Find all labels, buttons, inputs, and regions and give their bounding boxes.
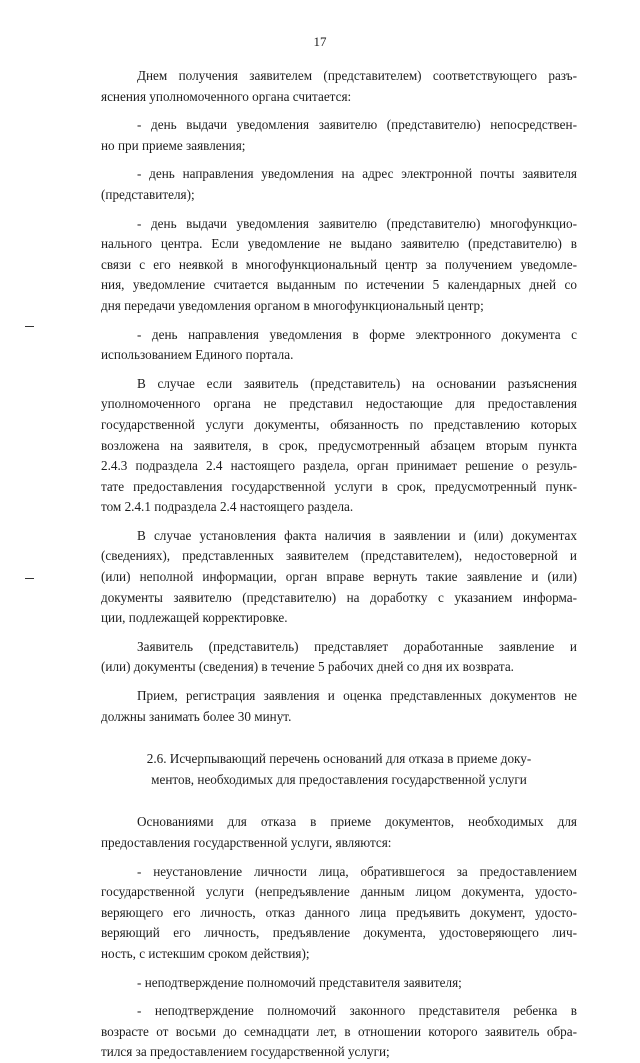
text-line: государственной услуги (непредъявление данным лицом документа, удосто- [101,884,577,900]
text-line: В случае установления факта наличия в заявлении и (или) документах [137,527,577,543]
document-body [101,66,577,1063]
text-line: - неподтверждение полномочий законного представителя ребенка в [137,1003,577,1019]
text-line: тате предоставления государственной услуги в срок, предусмотренный пунк- [101,478,577,494]
margin-mark [25,326,34,327]
text-line: том 2.4.1 подраздела 2.4 настоящего раздела. [101,499,354,515]
paragraph [101,66,577,107]
heading-line: 2.6. Исчерпывающий перечень оснований для отказа в приеме доку- [146,751,532,767]
text-line: - неподтверждение полномочий представителя заявителя; [137,974,462,990]
text-line: веряющего его личность, отказ данного лица предъявить документ, удосто- [101,904,577,920]
paragraph [101,374,577,518]
section-paragraph-group [101,812,577,1063]
text-line: возрасте от восьми до семнадцати лет, в отношении которого заявитель обра- [101,1023,577,1039]
text-line: ность, с истекшим сроком действия); [101,945,310,961]
text-line: возложена на заявителя, в срок, предусмотренный абзацем вторым пункта [101,437,577,453]
paragraph [101,115,577,156]
text-line: государственной услуги документы, обязанность по представлению которых [101,416,577,432]
paragraph [101,1001,577,1063]
paragraph-gap [101,993,577,1001]
text-line: Заявитель (представитель) представляет доработанные заявление и [137,638,577,654]
text-line: (сведениях), представленных заявителем (представителем), недостоверной и [101,548,577,564]
text-line: - неустановление личности лица, обратившегося за предоставлением [137,863,577,879]
paragraph-gap [101,156,577,164]
spacer [101,727,577,749]
paragraph [101,164,577,205]
text-line: 2.4.3 подраздела 2.4 настоящего раздела, орган принимает решение о резуль- [101,458,577,474]
text-line: документы заявителю (представителю) на доработку с указанием информа- [101,589,577,605]
text-line: - день направления уведомления на адрес электронной почты заявителя [137,166,577,182]
paragraph-gap [101,629,577,637]
paragraph [101,214,577,317]
text-line: но при приеме заявления; [101,137,246,153]
paragraph-gap [101,678,577,686]
paragraph-gap [101,107,577,115]
text-line: нального центра. Если уведомление не выдано заявителю (представителю) в [101,236,577,252]
paragraph-group [101,66,577,727]
text-line: Прием, регистрация заявления и оценка представленных документов не [137,688,577,704]
spacer [101,790,577,812]
paragraph [101,637,577,678]
text-line: использованием Единого портала. [101,347,294,363]
paragraph-gap [101,965,577,973]
text-line: уполномоченного органа не представил недостающие для предоставления [101,396,577,412]
paragraph-gap [101,854,577,862]
paragraph-gap [101,317,577,325]
text-line: - день выдачи уведомления заявителю (представителю) многофункцио- [137,215,577,231]
paragraph [101,862,577,965]
text-line: ния, уведомление считается выданным по истечении 5 календарных дней со [101,277,577,293]
heading-line: ментов, необходимых для предоставления государственной услуги [151,771,527,787]
paragraph [101,686,577,727]
margin-mark [25,578,34,579]
text-line: Днем получения заявителем (представителем) соответствующего разъ- [137,68,577,83]
paragraph-gap [101,518,577,526]
text-line: связи с его неявкой в многофункциональный центр за получением уведомле- [101,256,577,272]
section-heading [101,749,577,790]
text-line: В случае если заявитель (представитель) на основании разъяснения [137,375,577,391]
text-line: (представителя); [101,186,195,202]
text-line: яснения уполномоченного органа считается: [101,88,352,104]
paragraph [101,812,577,853]
text-line: Основаниями для отказа в приеме документов, необходимых для [137,814,577,830]
text-line: веряющий его личность, предъявление документа, удостоверяющего лич- [101,925,577,941]
text-line: дня передачи уведомления органом в многофункциональный центр; [101,297,484,313]
paragraph [101,526,577,629]
paragraph [101,973,577,994]
text-line: (или) неполной информации, орган вправе вернуть такие заявление и (или) [101,569,577,585]
paragraph-gap [101,366,577,374]
text-line: (или) документы (сведения) в течение 5 рабочих дней со дня их возврата. [101,659,514,675]
text-line: - день выдачи уведомления заявителю (представителю) непосредствен- [137,117,577,133]
paragraph-gap [101,206,577,214]
text-line: предоставления государственной услуги, являются: [101,835,392,850]
text-line: - день направления уведомления в форме электронного документа с [137,326,577,342]
text-line: ции, подлежащей корректировке. [101,610,288,626]
text-line: должны занимать более 30 минут. [101,708,292,724]
paragraph [101,325,577,366]
text-line: тился за предоставлением государственной услуги; [101,1044,390,1060]
page-number: 17 [313,34,327,49]
